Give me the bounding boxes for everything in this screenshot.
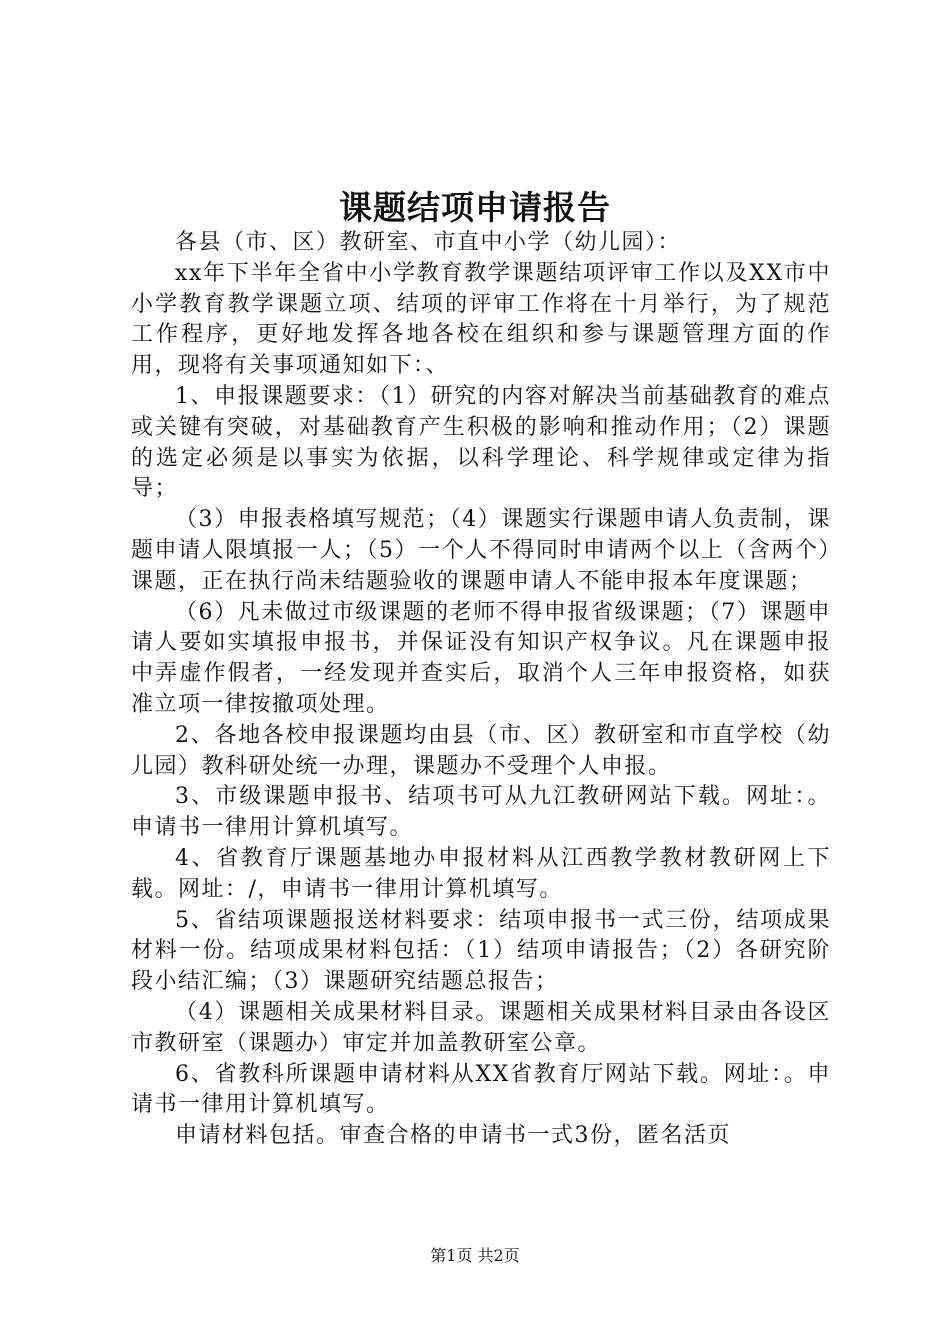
document-body (131, 228, 831, 1152)
paragraph-salutation: 各县（市、区）教研室、市直中小学（幼儿园）： (175, 230, 682, 255)
paragraph-item-6: 6、省教科所课题申请材料从XX省教育厅网站下载。网址：。申请书一律用计算机填写。 (131, 1061, 831, 1118)
paragraph-item-2: 2、各地各校申报课题均由县（市、区）教研室和市直学校（幼儿园）教科研处统一办理，课题办不受理个人申报。 (131, 722, 831, 779)
paragraph-item-4: 4、省教育厅课题基地办申报材料从江西教学教材教研网上下载。网址：/，申请书一律用计算机填写。 (131, 845, 831, 902)
page-number-footer: 第1页 共2页 (430, 1246, 520, 1265)
paragraph-item-3: 3、市级课题申报书、结项书可从九江教研网站下载。网址：。申请书一律用计算机填写。 (131, 784, 831, 841)
paragraph-item-5: 5、省结项课题报送材料要求：结项申报书一式三份，结项成果材料一份。结项成果材料包括：（1）结项申请报告；（2）各研究阶段小结汇编；（3）课题研究结题总报告； (131, 907, 831, 995)
paragraph-materials: 申请材料包括。审查合格的申请书一式3份，匿名活页 (175, 1123, 731, 1149)
paragraph-item-5-cont: （4）课题相关成果材料目录。课题相关成果材料目录由各设区市教研室（课题办）审定并加盖教研室公章。 (131, 999, 831, 1056)
document-title: 课题结项申请报告 (339, 188, 611, 227)
paragraph-item-1-cont-a: （3）申报表格填写规范；（4）课题实行课题申请人负责制，课题申请人限填报一人；（5）一个人不得同时申请两个以上（含两个）课题，正在执行尚未结题验收的课题申请人不能申报本年度课题； (131, 507, 831, 594)
paragraph-item-1-cont-b: （6）凡未做过市级课题的老师不得申报省级课题；（7）课题申请人要如实填报申报书，并保证没有知识产权争议。凡在课题申报中弄虚作假者，一经发现并查实后，取消个人三年申报资格，如获准立项一律按撤项处理。 (131, 599, 831, 717)
paragraph-intro: xx年下半年全省中小学教育教学课题结项评审工作以及XX市中小学教育教学课题立项、结项的评审工作将在十月举行，为了规范工作程序，更好地发挥各地各校在组织和参与课题管理方面的作用，现将有关事项通知如下：、 (131, 260, 831, 379)
paragraph-item-1: 1、申报课题要求：（1）研究的内容对解决当前基础教育的难点或关键有突破，对基础教育产生积极的影响和推动作用；（2）课题的选定必须是以事实为依据，以科学理论、科学规律或定律为指导； (131, 383, 831, 502)
